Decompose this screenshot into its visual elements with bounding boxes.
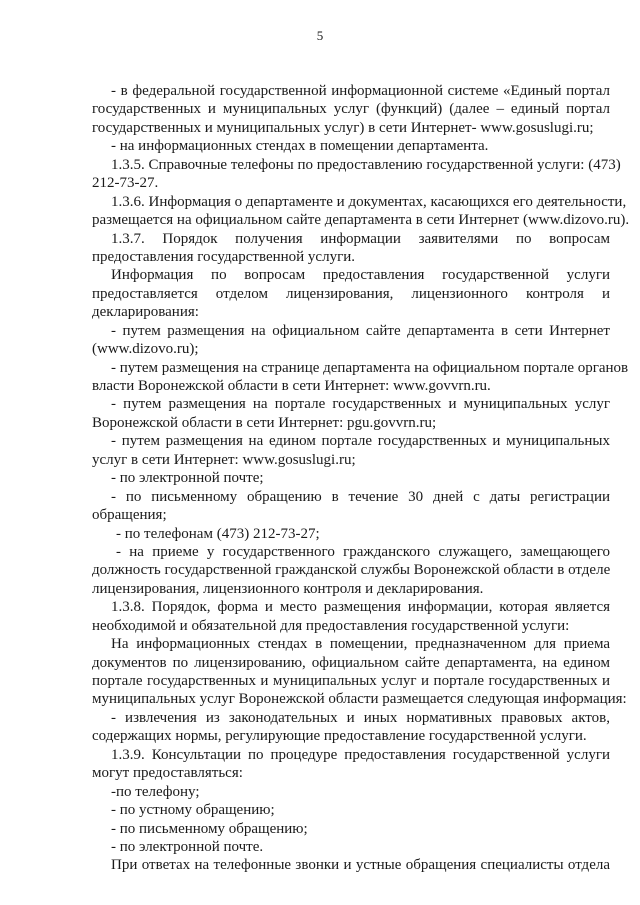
text-line: -по телефону; [111, 783, 200, 800]
text-line: 1.3.9. Консультации по процедуре предоставления государственной услуги [111, 746, 610, 763]
text-line: 1.3.7. Порядок получения информации заявителями по вопросам [111, 230, 610, 247]
text-line: - на приеме у государственного гражданского служащего, замещающего [116, 543, 610, 560]
text-line: могут предоставляться: [92, 765, 243, 782]
text-line: Информация по вопросам предоставления государственной услуги [111, 267, 610, 284]
text-line: лицензирования, лицензионного контроля и декларирования. [92, 580, 484, 597]
text-line: государственных и муниципальных услуг) в сети Интернет- www.gosuslugi.ru; [92, 119, 594, 136]
text-line: власти Воронежской области в сети Интернет: www.govvrn.ru. [92, 378, 491, 394]
text-line: предоставления государственной услуги. [92, 248, 356, 265]
text-line: - по письменному обращению в течение 30 дней с даты регистрации [111, 488, 610, 505]
text-line: - по телефонам (473) 212-73-27; [116, 525, 320, 542]
text-line: - извлечения из законодательных и иных нормативных правовых актов, [111, 709, 610, 726]
page-number: 5 [316, 28, 324, 43]
text-line: - на информационных стендах в помещении департамента. [111, 138, 489, 155]
text-line: Воронежской области в сети Интернет: pgu.govvrn.ru; [92, 414, 437, 431]
document-body [88, 82, 630, 875]
text-line: обращения; [92, 507, 167, 524]
text-line: содержащих нормы, регулирующие предоставление государственной услуги. [92, 728, 587, 745]
text-line: - по устному обращению; [111, 802, 275, 819]
text-line: На информационных стендах в помещении, предназначенном для приема [111, 636, 610, 653]
text-line: предоставляется отделом лицензирования, лицензионного контроля и [92, 285, 610, 302]
text-line: необходимой и обязательной для предоставления государственной услуги: [92, 617, 570, 634]
text-line: - по письменному обращению; [111, 820, 308, 837]
text-line: - путем размещения на странице департамента на официальном портале органов [111, 359, 629, 376]
text-line: услуг в сети Интернет: www.gosuslugi.ru; [92, 451, 356, 468]
text-line: декларирования: [92, 304, 199, 321]
text-line: документов по лицензированию, официальном сайте департамента, на едином [92, 654, 610, 671]
text-line: государственных и муниципальных услуг (функций) (далее – единый портал [92, 101, 610, 118]
text-line: - в федеральной государственной информационной системе «Единый портал [111, 83, 610, 99]
text-line: - по электронной почте; [111, 470, 264, 487]
text-line: муниципальных услуг Воронежской области размещается следующая информация: [92, 691, 627, 708]
text-line: портале государственных и муниципальных услуг и портале государственных и [92, 673, 610, 689]
text-line: - путем размещения на едином портале государственных и муниципальных [111, 433, 610, 450]
text-line: 1.3.8. Порядок, форма и место размещения информации, которая является [111, 599, 610, 616]
text-line: размещается на официальном сайте департамента в сети Интернет (www.dizovo.ru). [92, 212, 630, 229]
text-line: 1.3.5. Справочные телефоны по предоставлению государственной услуги: (473) [111, 156, 621, 173]
text-line: - путем размещения на официальном сайте департамента в сети Интернет [111, 322, 610, 339]
text-line: (www.dizovo.ru); [92, 341, 199, 358]
text-line: 212-73-27. [92, 175, 159, 192]
text-line: - по электронной почте. [111, 838, 264, 855]
text-line: 1.3.6. Информация о департаменте и документах, касающихся его деятельности, [111, 193, 627, 210]
text-line: При ответах на телефонные звонки и устные обращения специалисты отдела [111, 857, 610, 874]
text-line: - путем размещения на портале государственных и муниципальных услуг [111, 396, 610, 413]
text-line: должность государственной гражданской службы Воронежской области в отделе [92, 562, 611, 579]
